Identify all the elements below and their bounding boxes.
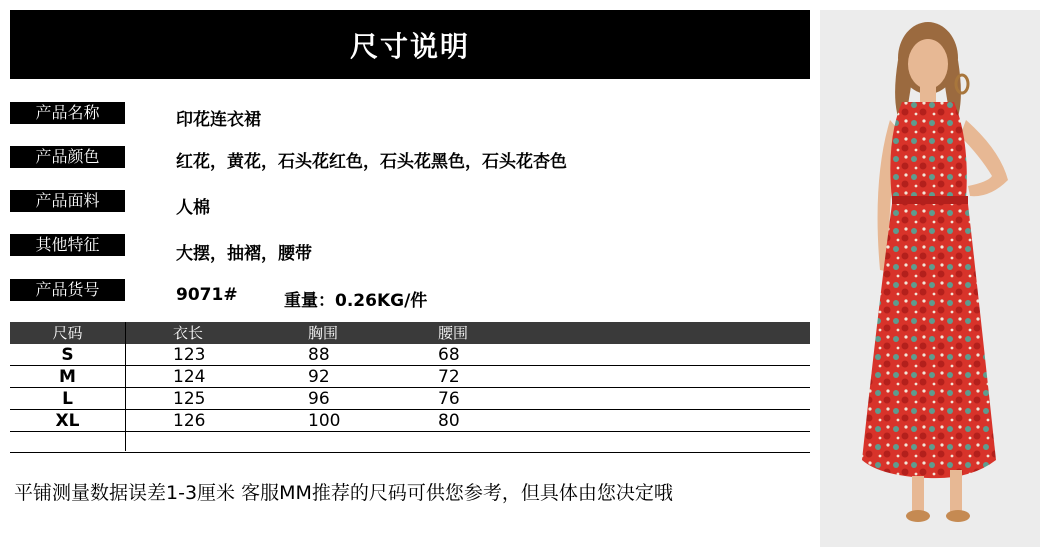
header-size: 尺码 bbox=[52, 324, 83, 342]
label-product-fabric: 产品面料 bbox=[10, 190, 125, 212]
value-product-sku: 9071# bbox=[176, 285, 238, 305]
size-cell: M bbox=[59, 367, 76, 387]
table-row-empty bbox=[10, 432, 810, 453]
value-product-name: 印花连衣裙 bbox=[176, 110, 261, 130]
length-cell: 125 bbox=[173, 389, 206, 409]
size-cell: XL bbox=[55, 411, 80, 431]
model-illustration bbox=[820, 10, 1040, 547]
waist-cell: 76 bbox=[438, 389, 460, 409]
page-title: 尺寸说明 bbox=[10, 10, 810, 79]
waist-cell: 72 bbox=[438, 367, 460, 387]
model-photo bbox=[820, 10, 1040, 547]
header-waist: 腰围 bbox=[438, 324, 469, 342]
value-product-color: 红花，黄花，石头花红色，石头花黑色，石头花杏色 bbox=[176, 152, 567, 172]
table-row bbox=[10, 388, 810, 410]
value-product-fabric: 人棉 bbox=[176, 198, 210, 218]
size-cell: S bbox=[61, 345, 74, 365]
measurement-notice: 平铺测量数据误差1-3厘米 客服MM推荐的尺码可供您参考，但具体由您决定哦 bbox=[14, 482, 673, 504]
chest-cell: 88 bbox=[308, 345, 330, 365]
size-cell: L bbox=[62, 389, 73, 409]
table-row bbox=[10, 366, 810, 388]
header-chest: 胸围 bbox=[308, 324, 339, 342]
length-cell: 123 bbox=[173, 345, 206, 365]
label-other-features: 其他特征 bbox=[10, 234, 125, 256]
label-product-sku: 产品货号 bbox=[10, 279, 125, 301]
header-length: 衣长 bbox=[173, 324, 204, 342]
product-weight: 重量：0.26KG/件 bbox=[284, 291, 428, 311]
length-cell: 126 bbox=[173, 411, 206, 431]
label-product-name: 产品名称 bbox=[10, 102, 125, 124]
waist-cell: 68 bbox=[438, 345, 460, 365]
waist-cell: 80 bbox=[438, 411, 460, 431]
length-cell: 124 bbox=[173, 367, 206, 387]
size-table bbox=[10, 322, 810, 453]
label-product-color: 产品颜色 bbox=[10, 146, 125, 168]
value-other-features: 大摆，抽褶，腰带 bbox=[176, 244, 312, 264]
chest-cell: 96 bbox=[308, 389, 330, 409]
table-row bbox=[10, 410, 810, 432]
chest-cell: 92 bbox=[308, 367, 330, 387]
chest-cell: 100 bbox=[308, 411, 341, 431]
size-table-header bbox=[10, 322, 810, 344]
table-row bbox=[10, 344, 810, 366]
table-divider bbox=[125, 322, 126, 451]
